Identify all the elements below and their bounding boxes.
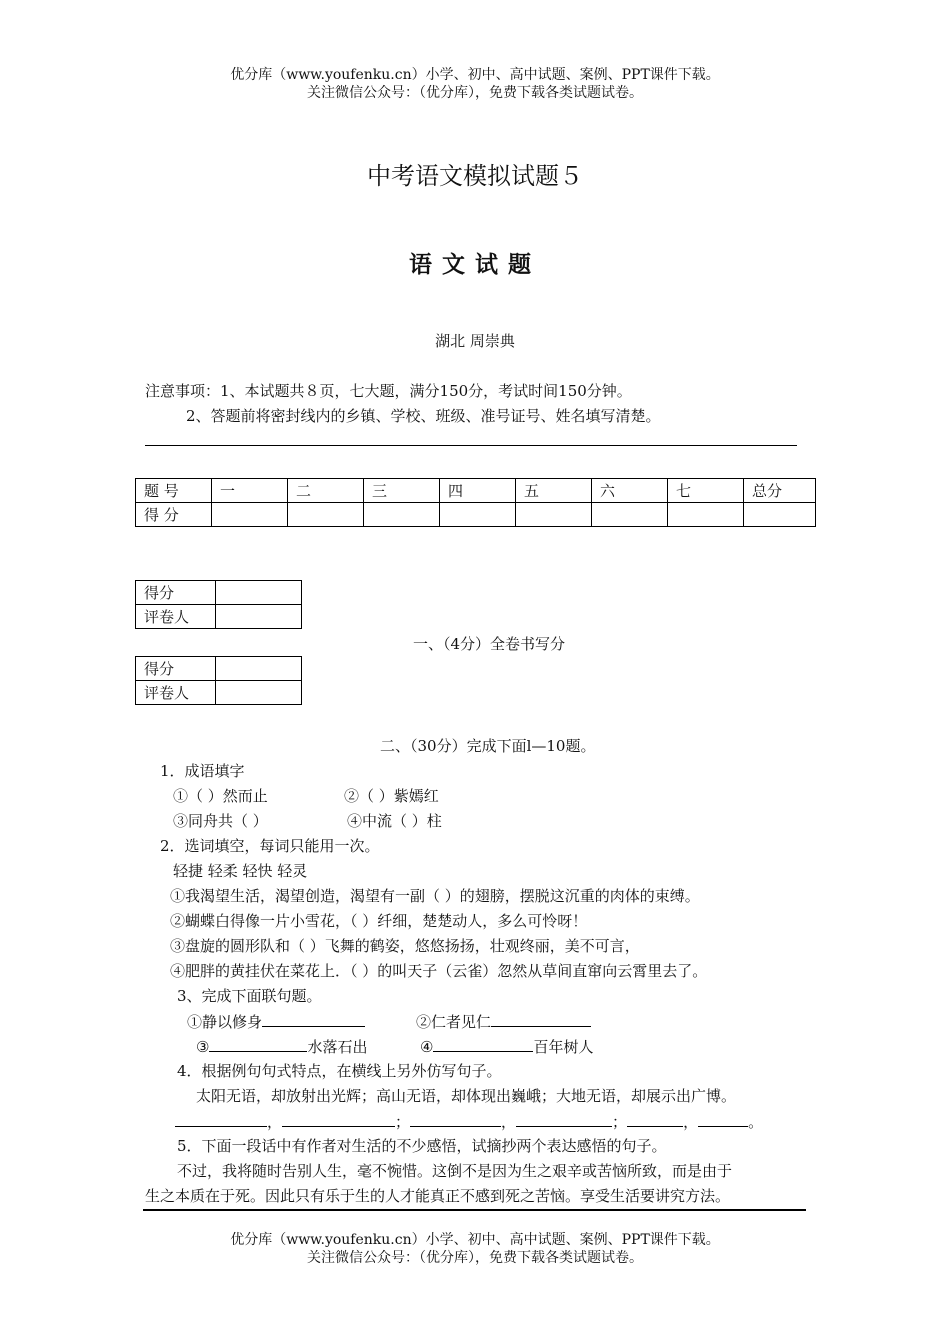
- footer-line-1: 优分库（www.youfenku.cn）小学、初中、高中试题、案例、PPT课件下载。: [230, 1232, 720, 1248]
- notice-line-1: 注意事项：1、本试题共８页，七大题，满分150分，考试时间150分钟。: [145, 382, 632, 400]
- q3-item-c-prefix: ③: [196, 1038, 210, 1056]
- notice-line-2: 2、答题前将密封线内的乡镇、学校、班级、准号证号、姓名填写清楚。: [186, 407, 661, 425]
- footer-divider: [143, 1209, 806, 1211]
- table-cell: 三: [364, 479, 440, 503]
- punctuation: ；: [612, 1113, 628, 1131]
- grader-label: 评卷人: [136, 681, 216, 705]
- score-input-cell[interactable]: [516, 503, 592, 527]
- q3-item-a-text: ①静以修身: [187, 1013, 263, 1031]
- q3-item-b-text: ②仁者见仁: [416, 1013, 492, 1031]
- q1-item-d: ④中流（ ）柱: [347, 812, 442, 830]
- score-table: [135, 478, 816, 527]
- footer-line-2: 关注微信公众号：（优分库），免费下载各类试题试卷。: [307, 1250, 643, 1266]
- header-line-1: 优分库（www.youfenku.cn）小学、初中、高中试题、案例、PPT课件下载。: [230, 67, 720, 83]
- answer-blank[interactable]: [491, 1011, 591, 1027]
- answer-blank[interactable]: [209, 1036, 307, 1052]
- q2-sentence-4: ④肥胖的黄挂伏在菜花上．（ ）的叫天子（云雀）忽然从草间直窜向云霄里去了。: [170, 962, 708, 980]
- table-cell: 二: [288, 479, 364, 503]
- author: 湖北 周崇典: [435, 332, 515, 350]
- score-label: 得分: [136, 581, 216, 605]
- q1-item-c: ③同舟共（ ）: [173, 812, 268, 830]
- score-label: 得分: [136, 657, 216, 681]
- answer-blank[interactable]: [627, 1111, 683, 1127]
- q2-sentence-1: ①我渴望生活，渴望创造，渴望有一副（ ）的翅膀，摆脱这沉重的肉体的束缚。: [170, 887, 700, 905]
- q1-item-b: ②（ ）紫嫣红: [344, 787, 439, 805]
- q3-title: 3、完成下面联句题。: [177, 987, 322, 1005]
- answer-blank[interactable]: [282, 1111, 395, 1127]
- punctuation: ，: [267, 1113, 283, 1131]
- score-input-cell[interactable]: [288, 503, 364, 527]
- grader-box-2: [135, 656, 302, 705]
- q3-item-d-prefix: ④: [420, 1038, 434, 1056]
- q5-title: 5．下面一段话中有作者对生活的不少感悟，试摘抄两个表达感悟的句子。: [177, 1137, 667, 1155]
- punctuation: 。: [748, 1113, 764, 1131]
- section-2-heading: 二、（30分）完成下面l—10题。: [380, 737, 596, 755]
- q3-item-b: [416, 1011, 591, 1032]
- q3-item-d: [420, 1036, 593, 1057]
- punctuation: ，: [501, 1113, 517, 1131]
- grader-box-1: [135, 580, 302, 629]
- header-line-2: 关注微信公众号：（优分库），免费下载各类试题试卷。: [307, 85, 643, 101]
- score-input-cell[interactable]: [212, 503, 288, 527]
- table-cell: 一: [212, 479, 288, 503]
- q2-word-choices: 轻捷 轻柔 轻快 轻灵: [173, 862, 308, 880]
- answer-blank[interactable]: [262, 1011, 365, 1027]
- table-row: [136, 479, 816, 503]
- q2-sentence-2: ②蝴蝶白得像一片小雪花，（ ）纤细，楚楚动人，多么可怜呀！: [170, 912, 588, 930]
- table-cell: 总分: [744, 479, 816, 503]
- punctuation: ；: [395, 1113, 411, 1131]
- table-cell: 七: [668, 479, 744, 503]
- page-subtitle: 语文试题: [409, 251, 541, 278]
- answer-blank[interactable]: [698, 1111, 748, 1127]
- divider-line: [145, 445, 797, 446]
- q4-answer-line: [175, 1111, 763, 1132]
- grader-input-cell[interactable]: [216, 605, 302, 629]
- q3-item-c-text: 水落石出: [307, 1038, 368, 1056]
- table-cell: 题 号: [136, 479, 212, 503]
- table-cell: 四: [440, 479, 516, 503]
- score-input-cell[interactable]: [744, 503, 816, 527]
- score-input-cell[interactable]: [216, 657, 302, 681]
- q5-passage-line-1: 不过，我将随时告别人生，毫不惋惜。这倒不是因为生之艰辛或苦恼所致，而是由于: [177, 1162, 733, 1180]
- answer-blank[interactable]: [175, 1111, 267, 1127]
- q4-title: 4．根据例句句式特点，在横线上另外仿写句子。: [177, 1062, 502, 1080]
- table-row: [136, 503, 816, 527]
- q3-item-c: [196, 1036, 367, 1057]
- q3-item-d-text: 百年树人: [533, 1038, 594, 1056]
- score-input-cell[interactable]: [668, 503, 744, 527]
- grader-label: 评卷人: [136, 605, 216, 629]
- q2-sentence-3: ③盘旋的圆形队和（ ）飞舞的鹤姿，悠悠扬扬，壮观终丽，美不可言，: [170, 937, 640, 955]
- answer-blank[interactable]: [410, 1111, 501, 1127]
- punctuation: ，: [683, 1113, 699, 1131]
- q4-example: 太阳无语，却放射出光辉；高山无语，却体现出巍峨；大地无语，却展示出广博。: [196, 1087, 737, 1105]
- answer-blank[interactable]: [516, 1111, 612, 1127]
- answer-blank[interactable]: [433, 1036, 533, 1052]
- table-cell: 得 分: [136, 503, 212, 527]
- table-cell: 五: [516, 479, 592, 503]
- q1-title: 1．成语填字: [160, 762, 245, 780]
- score-input-cell[interactable]: [364, 503, 440, 527]
- section-1-heading: 一、（4分）全卷书写分: [413, 635, 566, 653]
- score-input-cell[interactable]: [440, 503, 516, 527]
- score-input-cell[interactable]: [592, 503, 668, 527]
- grader-input-cell[interactable]: [216, 681, 302, 705]
- q1-item-a: ①（ ）然而止: [173, 787, 268, 805]
- q5-passage-line-2: 生之本质在于死。因此只有乐于生的人才能真正不感到死之苦恼。享受生活要讲究方法。: [145, 1187, 731, 1205]
- table-cell: 六: [592, 479, 668, 503]
- page-title: 中考语文模拟试题５: [367, 162, 583, 190]
- score-input-cell[interactable]: [216, 581, 302, 605]
- q3-item-a: [187, 1011, 365, 1032]
- q2-title: 2．选词填空，每词只能用一次。: [160, 837, 380, 855]
